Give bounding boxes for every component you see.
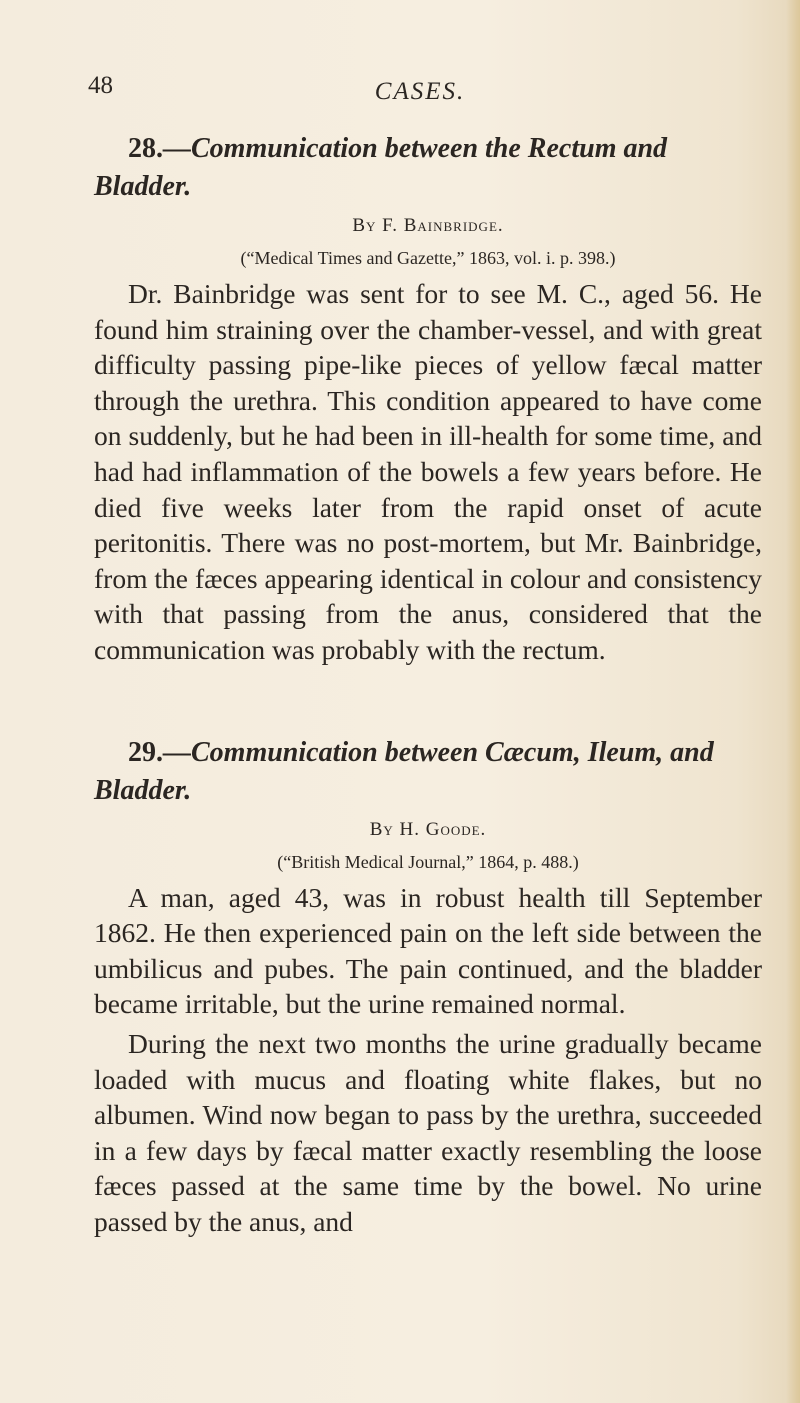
case-28-title xyxy=(94,130,762,206)
case-29-text-1: A man, aged 43, was in robust health till September 1862. He then experienced pain on the left side between the umbilicus and pubes. The pain continued, and the bladder became irritable, but the urine remained normal. xyxy=(94,881,762,1020)
case-29-heading: —Communication between Cæcum, Ileum, and Bladder. xyxy=(94,736,714,806)
page-number: 48 xyxy=(88,72,113,99)
case-29-source: (“British Medical Journal,” 1864, p. 488.) xyxy=(277,851,579,872)
page-header xyxy=(0,72,800,112)
case-28-number: 28. xyxy=(128,133,163,164)
page-body xyxy=(94,118,762,1239)
case-29 xyxy=(94,734,762,1240)
running-head: CASES. xyxy=(374,78,466,105)
case-29-number: 29. xyxy=(128,736,163,768)
case-28-author: By F. Bainbridge. xyxy=(352,215,504,236)
section-gap xyxy=(94,668,762,722)
case-28-source: (“Medical Times and Gazette,” 1863, vol. i. p. 398.) xyxy=(240,248,616,268)
case-29-title xyxy=(94,734,762,810)
case-28 xyxy=(94,130,762,668)
case-29-author: By H. Goode. xyxy=(369,818,487,840)
case-28-heading: —Communication between the Rectum and Bladder. xyxy=(94,133,668,202)
case-29-text-2: During the next two months the urine gradually became loaded with mucus and floating white flakes, but no albumen. Wind now began to pass by the urethra, succeeded in a few days by fæcal matter exactly resembling the loose fæces passed at the same time by the bowel. No urine passed by the anus, and xyxy=(94,1027,762,1237)
case-28-text: Dr. Bainbridge was sent for to see M. C., aged 56. He found him straining over the chamber-vessel, and with great difficulty passing pipe-like pieces of yellow fæcal matter through the urethra. This condition appeared to have come on suddenly, but he had been in ill-health for some time, and had had inflammation of the bowels a few years before. He died five weeks later from the rapid onset of acute peritonitis. There was no post-mortem, but Mr. Bainbridge, from the fæces appearing identical in colour and consistency with that passing from the anus, considered that the communication was probably with the rectum. xyxy=(94,278,762,665)
page-edge xyxy=(786,0,800,1403)
